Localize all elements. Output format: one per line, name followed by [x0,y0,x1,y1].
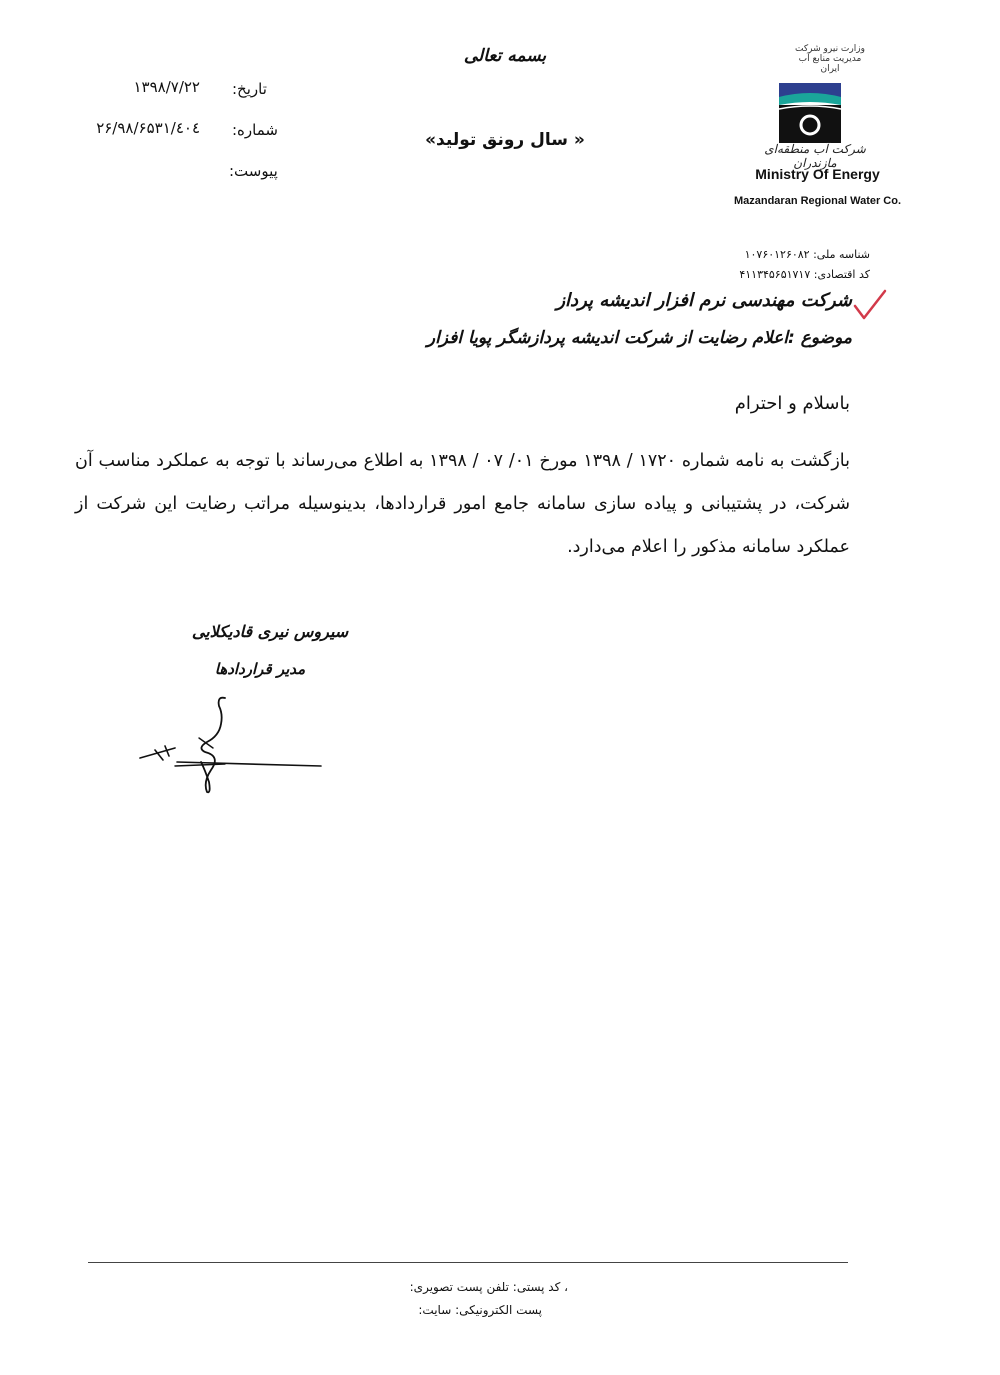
letter-body: بازگشت به نامه شماره ۱۷۲۰ / ۱۳۹۸ مورخ ۰۱/ ۰۷ / ۱۳۹۸ به اطلاع می‌رساند با توجه به عملکرد مناسب آن شرکت، در پشتیبانی و پیاده سازی سامانه جامع امور قراردادها، بدینوسیله مراتب رضایت این شرکت از عملکرد سامانه مذکور را اعلام می‌دارد. [75,451,850,557]
handwritten-signature [135,690,330,800]
date-label: تاریخ: [232,80,267,98]
signer-name: سیروس نیری قادیکلایی [191,622,349,641]
subject-line: موضوع :اعلام رضایت از شرکت اندیشه پردازشگر پویا افزار [426,328,852,348]
footer-divider [88,1262,848,1263]
signer-title: مدیر قراردادها [214,660,306,678]
footer-contact-line: ، کد پستی: تلفن پست تصویری: [409,1280,568,1294]
footer-web-line: پست الکترونیکی: سایت: [418,1303,542,1317]
water-company-logo [779,83,841,143]
logo-dark-block [779,105,841,143]
logo-company-fa: شرکت آب منطقه‌ای مازندران [764,142,866,170]
regional-company-title: Mazandaran Regional Water Co. [733,195,902,207]
ministry-title: Ministry Of Energy [755,166,880,182]
greeting: باسلام و احترام [734,393,850,414]
recipient-line: شرکت مهندسی نرم افزار اندیشه پرداز [556,290,852,311]
bismillah-heading: بسمه تعالی [463,46,547,66]
number-value: ۲۶/۹۸/۶۵۳۱/٤۰٤ [96,119,200,137]
economic-code: کد اقتصادی: ۴۱۱۳۴۵۶۵۱۷۱۷ [739,268,870,281]
logo-caption: وزارت نیرو شرکت مدیریت منابع آب ایران [795,44,865,74]
year-slogan: « سال رونق تولید» [425,130,585,150]
attachment-label: پیوست: [229,162,278,180]
national-id: شناسه ملی: ۱۰۷۶۰۱۲۶۰۸۲ [744,248,870,261]
number-label: شماره: [232,121,278,139]
check-mark-icon [852,288,888,324]
date-value: ۱۳۹۸/۷/۲۲ [133,78,200,96]
